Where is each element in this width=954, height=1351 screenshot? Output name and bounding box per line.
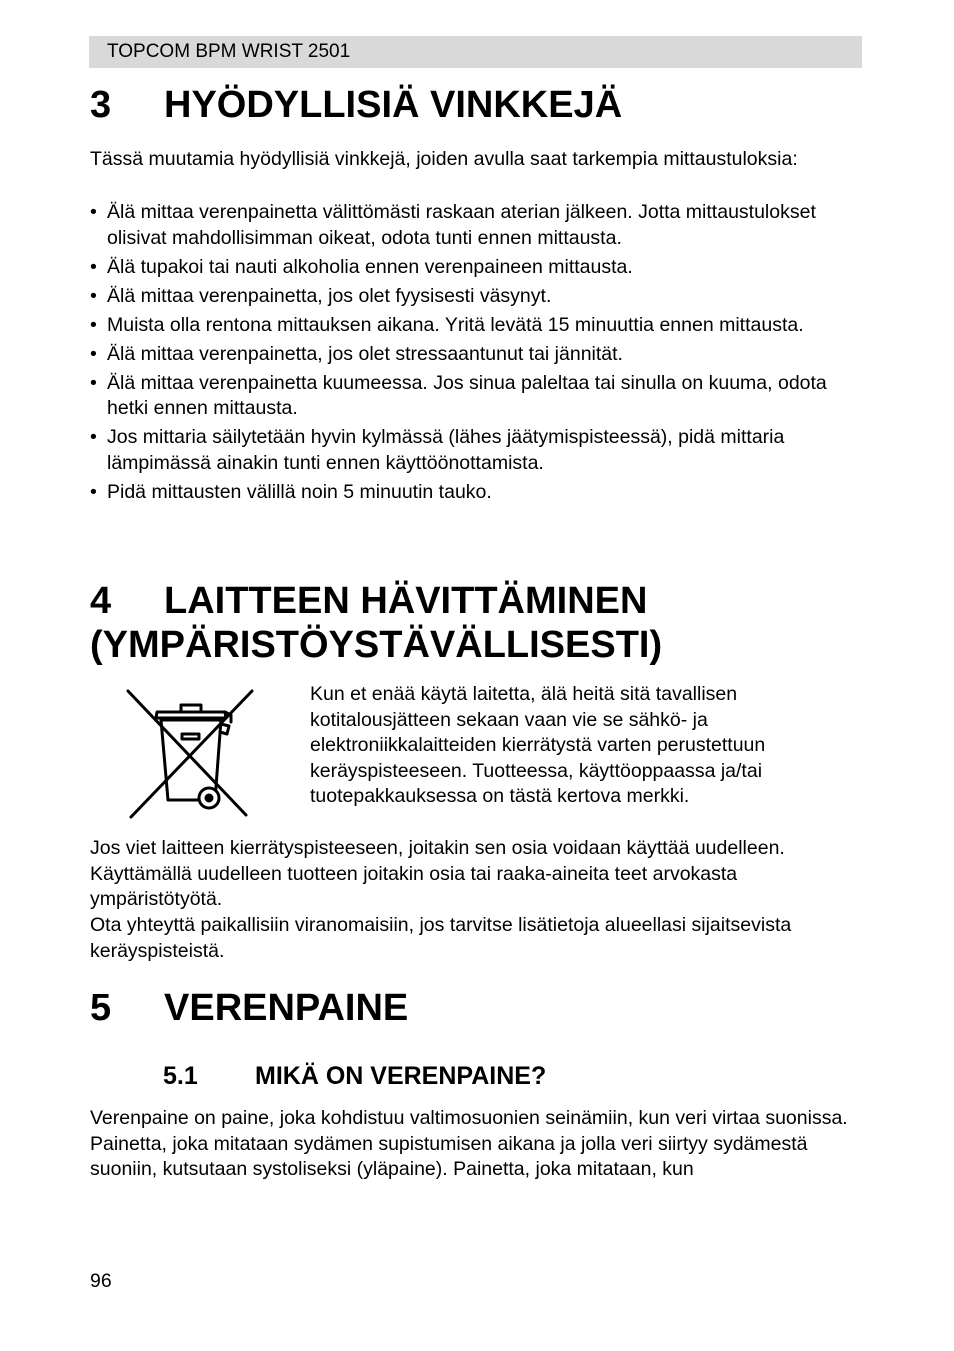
section-4-paragraph-1: Jos viet laitteen kierrätyspisteeseen, joitakin sen osia voidaan käyttää uudelleen. Käyttämällä uudelleen tuotteen joitakin osia tai raaka-aineita teet arvokasta ympäristötyötä.	[90, 837, 785, 910]
section-4-heading	[90, 579, 662, 667]
section-5-title: VERENPAINE	[164, 987, 409, 1029]
section-3-intro: Tässä muutamia hyödyllisiä vinkkejä, joiden avulla saat tarkempia mittaustuloksia:	[90, 148, 798, 170]
list-item: • Älä mittaa verenpainetta välittömästi raskaan aterian jälkeen. Jotta mittaustulokset olisivat mahdollisimman oikeat, odota tunti ennen mittausta.	[90, 200, 862, 251]
list-item: • Älä mittaa verenpainetta kuumeessa. Jos sinua paleltaa tai sinulla on kuuma, odota hetki ennen mittausta.	[90, 371, 862, 422]
subsection-number: 5.1	[163, 1062, 198, 1090]
list-item: • Jos mittaria säilytetään hyvin kylmässä (lähes jäätymispisteessä), pidä mittaria lämpimässä ainakin tunti ennen käyttöönottamista.	[90, 425, 862, 476]
section-4-title-line1: LAITTEEN HÄVITTÄMINEN	[164, 580, 648, 622]
section-4-title-line2: (YMPÄRISTÖYSTÄVÄLLISESTI)	[90, 624, 663, 666]
crossed-out-wheelie-bin-icon	[125, 688, 255, 820]
section-4-paragraph-2: Ota yhteyttä paikallisiin viranomaisiin, jos tarvitse lisätietoja alueellasi sijaitsevista keräyspisteistä.	[90, 914, 792, 962]
page-number: 96	[90, 1270, 112, 1292]
subsection-title: MIKÄ ON VERENPAINE?	[255, 1062, 547, 1090]
section-5-heading	[90, 986, 408, 1030]
disposal-icon-text: Kun et enää käytä laitetta, älä heitä sitä tavallisen kotitalousjätteen sekaan vaan vie se sähkö- ja elektroniikkalaitteiden kierrätystä varten perustettuun keräyspisteeseen. Tuotteessa, käyttöoppaassa ja/tai tuotepakkauksessa on tästä kertova merkki.	[310, 683, 766, 807]
list-item: • Pidä mittausten välillä noin 5 minuutin tauko.	[90, 480, 862, 506]
tips-list	[90, 200, 862, 509]
section-5-number: 5	[90, 987, 112, 1029]
section-3-title: HYÖDYLLISIÄ VINKKEJÄ	[164, 84, 623, 126]
section-3-heading	[90, 83, 622, 127]
subsection-5-1-text: Verenpaine on paine, joka kohdistuu valtimosuonien seinämiin, kun veri virtaa suonissa. Painetta, joka mitataan sydämen supistumisen aikana ja jolla veri siirtyy sydämestä suoniin, kutsutaan systoliseksi (yläpaine). Painetta, joka mitataan, kun	[90, 1107, 848, 1180]
subsection-5-1-heading	[163, 1060, 546, 1092]
list-item: • Älä mittaa verenpainetta, jos olet fyysisesti väsynyt.	[90, 284, 862, 310]
section-4-number: 4	[90, 580, 112, 622]
running-header	[89, 36, 862, 68]
list-item: • Muista olla rentona mittauksen aikana. Yritä levätä 15 minuuttia ennen mittausta.	[90, 313, 862, 339]
list-item: • Älä tupakoi tai nauti alkoholia ennen verenpaineen mittausta.	[90, 255, 862, 281]
header-title: TOPCOM BPM WRIST 2501	[107, 41, 351, 62]
section-3-number: 3	[90, 84, 112, 126]
list-item: • Älä mittaa verenpainetta, jos olet stressaantunut tai jännität.	[90, 342, 862, 368]
